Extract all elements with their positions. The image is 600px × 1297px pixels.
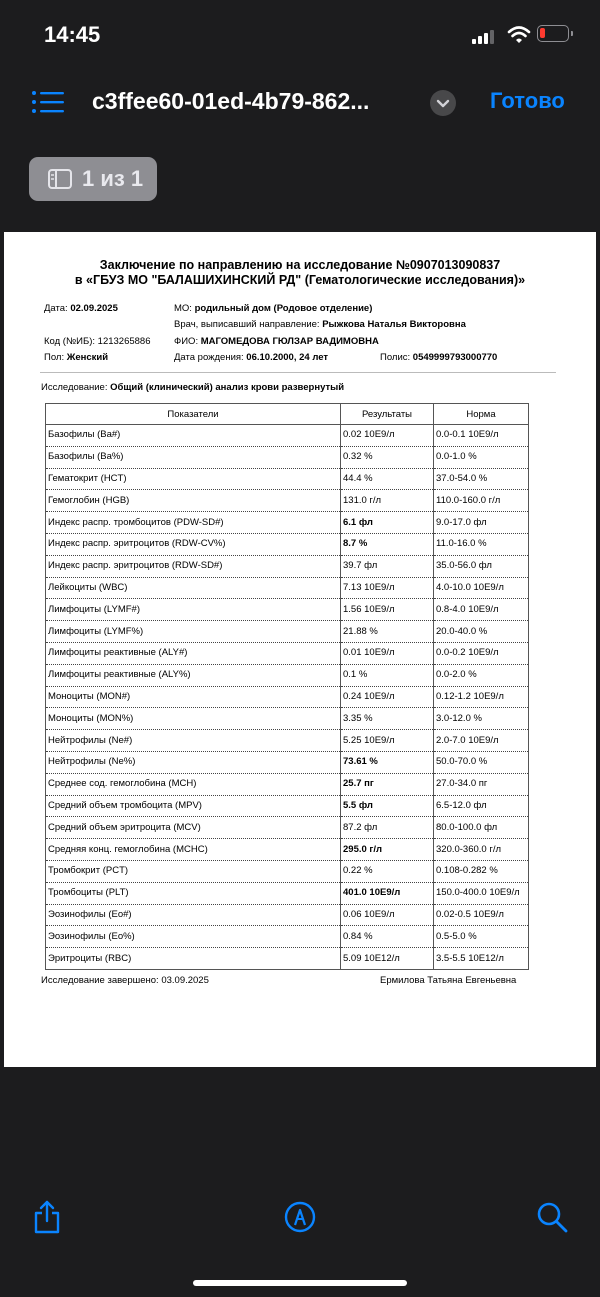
share-icon[interactable] bbox=[33, 1200, 61, 1234]
mo-info: МО: родильный дом (Родовое отделение) bbox=[174, 303, 373, 314]
table-row bbox=[46, 664, 529, 686]
table-row bbox=[46, 555, 529, 577]
signer-name: Ермилова Татьяна Евгеньевна bbox=[380, 975, 517, 986]
table-row bbox=[46, 446, 529, 468]
table-row bbox=[46, 642, 529, 664]
row-norm: 2.0-7.0 10E9/л bbox=[434, 730, 529, 752]
row-indicator: Средний объем тромбоцита (MPV) bbox=[46, 795, 341, 817]
heading-line-2: в «ГБУЗ МО "БАЛАШИХИНСКИЙ РД" (Гематологические исследования)» bbox=[74, 273, 526, 287]
fio-info: ФИО: МАГОМЕДОВА ГЮЛЗАР ВАДИМОВНА bbox=[174, 336, 379, 347]
table-row bbox=[46, 926, 529, 948]
row-result: 0.01 10E9/л bbox=[341, 642, 434, 664]
table-row bbox=[46, 686, 529, 708]
search-icon[interactable] bbox=[536, 1201, 568, 1233]
row-indicator: Лимфоциты (LYMF#) bbox=[46, 599, 341, 621]
row-norm: 0.8-4.0 10E9/л bbox=[434, 599, 529, 621]
table-row bbox=[46, 468, 529, 490]
row-norm: 3.0-12.0 % bbox=[434, 708, 529, 730]
row-indicator: Среднее сод. гемоглобина (MCH) bbox=[46, 773, 341, 795]
table-row bbox=[46, 773, 529, 795]
table-row bbox=[46, 577, 529, 599]
row-norm: 0.108-0.282 % bbox=[434, 860, 529, 882]
row-norm: 150.0-400.0 10E9/л bbox=[434, 882, 529, 904]
row-result: 44.4 % bbox=[341, 468, 434, 490]
row-indicator: Моноциты (MON#) bbox=[46, 686, 341, 708]
table-header-row bbox=[46, 404, 529, 425]
row-result: 1.56 10E9/л bbox=[341, 599, 434, 621]
row-indicator: Лейкоциты (WBC) bbox=[46, 577, 341, 599]
row-indicator: Гематокрит (HCT) bbox=[46, 468, 341, 490]
row-indicator: Индекс распр. эритроцитов (RDW-CV%) bbox=[46, 533, 341, 555]
row-result: 8.7 % bbox=[341, 533, 434, 555]
row-norm: 20.0-40.0 % bbox=[434, 621, 529, 643]
row-result: 401.0 10E9/л bbox=[341, 882, 434, 904]
row-result: 7.13 10E9/л bbox=[341, 577, 434, 599]
row-norm: 110.0-160.0 г/л bbox=[434, 490, 529, 512]
row-norm: 27.0-34.0 пг bbox=[434, 773, 529, 795]
row-indicator: Гемоглобин (HGB) bbox=[46, 490, 341, 512]
status-time: 14:45 bbox=[44, 22, 101, 47]
header-norm: Норма bbox=[434, 404, 529, 425]
table-row bbox=[46, 599, 529, 621]
row-norm: 3.5-5.5 10E12/л bbox=[434, 948, 529, 970]
study-info: Исследование: Общий (клинический) анализ крови развернутый bbox=[41, 382, 345, 393]
row-result: 0.22 % bbox=[341, 860, 434, 882]
row-indicator: Базофилы (Ba%) bbox=[46, 446, 341, 468]
row-result: 5.09 10E12/л bbox=[341, 948, 434, 970]
document-heading bbox=[4, 258, 596, 288]
completed-date: Исследование завершено: 03.09.2025 bbox=[41, 975, 209, 986]
row-indicator: Тромбокрит (PCT) bbox=[46, 860, 341, 882]
table-row bbox=[46, 425, 529, 447]
chevron-down-icon bbox=[430, 90, 456, 116]
row-norm: 4.0-10.0 10E9/л bbox=[434, 577, 529, 599]
row-indicator: Лимфоциты (LYMF%) bbox=[46, 621, 341, 643]
row-norm: 35.0-56.0 фл bbox=[434, 555, 529, 577]
row-norm: 0.0-1.0 % bbox=[434, 446, 529, 468]
signal-icon bbox=[472, 30, 498, 44]
page-counter-label: 1 из 1 bbox=[82, 166, 144, 191]
row-norm: 0.5-5.0 % bbox=[434, 926, 529, 948]
table-row bbox=[46, 751, 529, 773]
table-row bbox=[46, 795, 529, 817]
row-norm: 0.0-0.2 10E9/л bbox=[434, 642, 529, 664]
birth-info: Дата рождения: 06.10.2000, 24 лет bbox=[174, 352, 329, 363]
table-row bbox=[46, 860, 529, 882]
row-result: 0.24 10E9/л bbox=[341, 686, 434, 708]
doctor-info: Врач, выписавший направление: Рыжкова Наталья Викторовна bbox=[174, 319, 466, 330]
row-indicator: Средний объем эритроцита (MCV) bbox=[46, 817, 341, 839]
row-indicator: Моноциты (MON%) bbox=[46, 708, 341, 730]
markup-icon[interactable] bbox=[284, 1201, 316, 1233]
table-row bbox=[46, 730, 529, 752]
header-result: Результаты bbox=[341, 404, 434, 425]
row-indicator: Базофилы (Ba#) bbox=[46, 425, 341, 447]
row-indicator: Эозинофилы (Eo#) bbox=[46, 904, 341, 926]
date-info: Дата: 02.09.2025 bbox=[44, 303, 118, 314]
row-result: 6.1 фл bbox=[341, 512, 434, 534]
row-result: 3.35 % bbox=[341, 708, 434, 730]
table-row bbox=[46, 621, 529, 643]
document-title[interactable]: c3ffee60-01ed-4b79-862... bbox=[92, 88, 370, 114]
page-icon bbox=[48, 169, 72, 189]
table-row bbox=[46, 904, 529, 926]
row-norm: 9.0-17.0 фл bbox=[434, 512, 529, 534]
nav-bar bbox=[0, 78, 600, 128]
row-indicator: Тромбоциты (PLT) bbox=[46, 882, 341, 904]
row-indicator: Лимфоциты реактивные (ALY%) bbox=[46, 664, 341, 686]
row-norm: 0.02-0.5 10E9/л bbox=[434, 904, 529, 926]
row-indicator: Лимфоциты реактивные (ALY#) bbox=[46, 642, 341, 664]
table-row bbox=[46, 533, 529, 555]
header-indicator: Показатели bbox=[46, 404, 341, 425]
row-norm: 11.0-16.0 % bbox=[434, 533, 529, 555]
row-norm: 0.0-2.0 % bbox=[434, 664, 529, 686]
results-table bbox=[45, 403, 529, 970]
row-indicator: Эозинофилы (Eo%) bbox=[46, 926, 341, 948]
row-norm: 50.0-70.0 % bbox=[434, 751, 529, 773]
row-indicator: Средняя конц. гемоглобина (MCHC) bbox=[46, 839, 341, 861]
bottom-toolbar bbox=[0, 1180, 600, 1260]
row-indicator: Нейтрофилы (Ne#) bbox=[46, 730, 341, 752]
row-result: 73.61 % bbox=[341, 751, 434, 773]
list-icon[interactable] bbox=[32, 90, 64, 114]
row-result: 87.2 фл bbox=[341, 817, 434, 839]
row-result: 0.1 % bbox=[341, 664, 434, 686]
row-result: 131.0 г/л bbox=[341, 490, 434, 512]
document-page bbox=[4, 232, 596, 1067]
row-indicator: Индекс распр. тромбоцитов (PDW-SD#) bbox=[46, 512, 341, 534]
code-info: Код (№ИБ): 1213265886 bbox=[44, 336, 151, 347]
heading-line-1: Заключение по направлению на исследование №0907013090837 bbox=[99, 258, 501, 272]
table-row bbox=[46, 708, 529, 730]
row-norm: 0.0-0.1 10E9/л bbox=[434, 425, 529, 447]
row-indicator: Эритроциты (RBC) bbox=[46, 948, 341, 970]
table-row bbox=[46, 817, 529, 839]
row-result: 295.0 г/л bbox=[341, 839, 434, 861]
table-row bbox=[46, 948, 529, 970]
table-row bbox=[46, 882, 529, 904]
row-result: 5.25 10E9/л bbox=[341, 730, 434, 752]
row-result: 25.7 пг bbox=[341, 773, 434, 795]
status-bar bbox=[0, 0, 600, 70]
row-indicator: Индекс распр. эритроцитов (RDW-SD#) bbox=[46, 555, 341, 577]
page-counter[interactable] bbox=[29, 157, 157, 201]
battery-icon bbox=[537, 25, 569, 42]
divider bbox=[40, 372, 556, 373]
sex-info: Пол: Женский bbox=[44, 352, 109, 363]
table-row bbox=[46, 512, 529, 534]
row-result: 21.88 % bbox=[341, 621, 434, 643]
row-result: 0.84 % bbox=[341, 926, 434, 948]
row-result: 0.32 % bbox=[341, 446, 434, 468]
wifi-icon bbox=[507, 25, 531, 45]
table-row bbox=[46, 490, 529, 512]
row-norm: 6.5-12.0 фл bbox=[434, 795, 529, 817]
row-norm: 80.0-100.0 фл bbox=[434, 817, 529, 839]
policy-info: Полис: 0549999793000770 bbox=[380, 352, 498, 363]
row-norm: 0.12-1.2 10E9/л bbox=[434, 686, 529, 708]
row-result: 0.02 10E9/л bbox=[341, 425, 434, 447]
row-norm: 37.0-54.0 % bbox=[434, 468, 529, 490]
row-norm: 320.0-360.0 г/л bbox=[434, 839, 529, 861]
done-button[interactable]: Готово bbox=[490, 88, 565, 113]
title-menu-button[interactable] bbox=[430, 90, 456, 116]
table-row bbox=[46, 839, 529, 861]
home-indicator[interactable] bbox=[193, 1280, 407, 1286]
row-result: 39.7 фл bbox=[341, 555, 434, 577]
row-indicator: Нейтрофилы (Ne%) bbox=[46, 751, 341, 773]
row-result: 0.06 10E9/л bbox=[341, 904, 434, 926]
row-result: 5.5 фл bbox=[341, 795, 434, 817]
